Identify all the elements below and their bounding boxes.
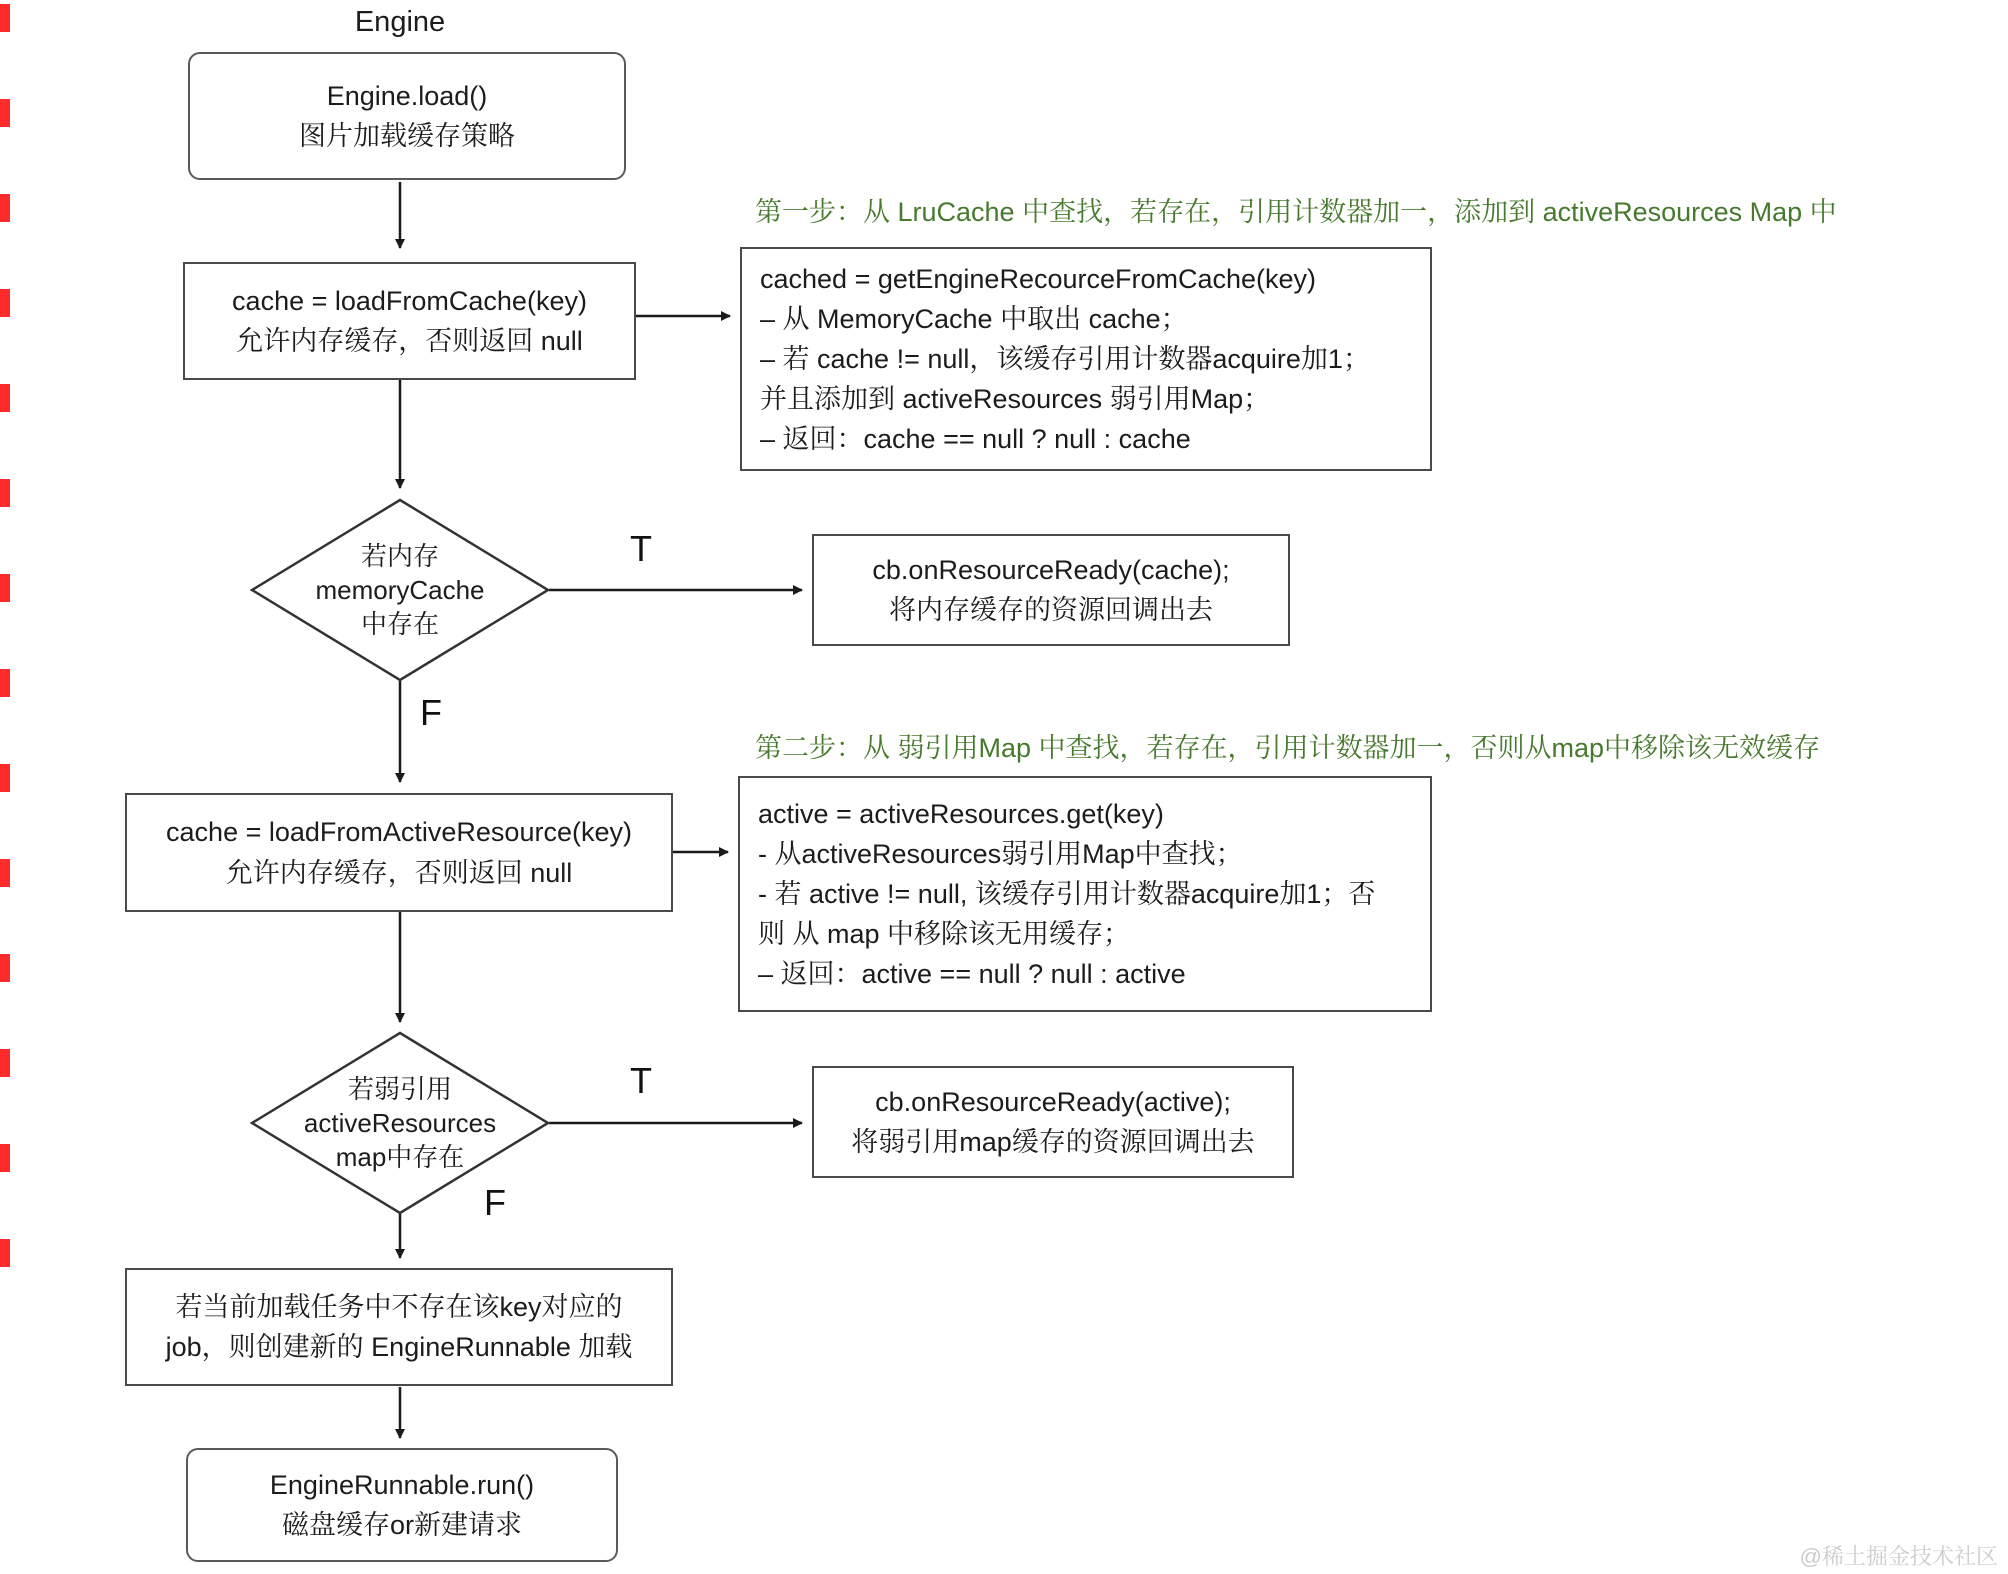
active-detail-line4: 则 从 map 中移除该无用缓存； <box>758 919 1131 949</box>
active-detail-line3: - 若 active != null, 该缓存引用计数器acquire加1；否 <box>758 879 1376 909</box>
memory-false-label: F <box>420 692 442 733</box>
left-edge-mark <box>0 1144 10 1172</box>
cache-detail-line5: – 返回：cache == null ? null : cache <box>760 424 1191 454</box>
left-edge-mark <box>0 99 10 127</box>
step1-note: 第一步：从 LruCache 中查找，若存在，引用计数器加一，添加到 activeResources Map 中 <box>755 197 1837 227</box>
memory-ready-line1: cb.onResourceReady(cache); <box>872 554 1230 585</box>
memory-ready-node <box>812 534 1290 646</box>
load-from-active-line2: 允许内存缓存，否则返回 null <box>225 857 573 888</box>
cache-detail-line1: cached = getEngineRecourceFromCache(key) <box>760 264 1317 294</box>
active-true-label: T <box>630 1060 652 1101</box>
start-node <box>188 52 626 180</box>
left-edge-mark <box>0 954 10 982</box>
memory-decision-line1: 若内存 <box>360 541 439 571</box>
left-edge-mark <box>0 764 10 792</box>
active-decision-line3: map中存在 <box>335 1142 465 1172</box>
engine-runnable-line1: EngineRunnable.run() <box>269 1469 535 1500</box>
active-decision-label <box>252 1072 548 1174</box>
memory-decision-line2: memoryCache <box>315 575 485 605</box>
active-detail-box <box>738 776 1432 1012</box>
new-job-line1: 若当前加载任务中不存在该key对应的 <box>175 1291 623 1322</box>
start-node-line2: 图片加载缓存策略 <box>299 121 515 151</box>
new-job-node <box>125 1268 673 1386</box>
new-job-line2: job，则创建新的 EngineRunnable 加载 <box>165 1332 633 1362</box>
active-ready-line1: cb.onResourceReady(active); <box>875 1086 1231 1117</box>
active-detail-line2: - 从activeResources弱引用Map中查找； <box>758 839 1243 869</box>
load-from-active-line1: cache = loadFromActiveResource(key) <box>166 817 632 847</box>
left-edge-mark <box>0 859 10 887</box>
left-edge-mark <box>0 1239 10 1267</box>
load-from-cache-line2: 允许内存缓存，否则返回 null <box>236 326 583 356</box>
active-ready-node <box>812 1066 1294 1178</box>
left-edge-mark <box>0 289 10 317</box>
diagram-title: Engine <box>354 6 446 38</box>
cache-detail-line3: – 若 cache != null，该缓存引用计数器acquire加1； <box>760 344 1370 374</box>
left-edge-mark <box>0 1049 10 1077</box>
left-edge-mark <box>0 384 10 412</box>
load-from-cache-node <box>183 262 636 380</box>
active-false-label: F <box>484 1182 506 1223</box>
active-ready-line2: 将弱引用map缓存的资源回调出去 <box>851 1127 1255 1157</box>
engine-runnable-line2: 磁盘缓存or新建请求 <box>281 1510 522 1540</box>
active-decision-line1: 若弱引用 <box>347 1074 452 1104</box>
active-detail-line1: active = activeResources.get(key) <box>758 799 1164 829</box>
active-decision-line2: activeResources <box>303 1108 497 1138</box>
left-edge-mark <box>0 669 10 697</box>
engine-runnable-node <box>186 1448 618 1562</box>
left-edge-mark <box>0 4 10 32</box>
cache-detail-line2: – 从 MemoryCache 中取出 cache； <box>760 304 1188 334</box>
step2-note: 第二步：从 弱引用Map 中查找，若存在，引用计数器加一，否则从map中移除该无效缓存 <box>755 733 1821 763</box>
left-edge-mark <box>0 574 10 602</box>
memory-decision-label <box>252 539 548 641</box>
memory-decision-line3: 中存在 <box>360 609 439 639</box>
load-from-active-node <box>125 793 673 912</box>
watermark: @稀土掘金技术社区 <box>1799 1544 1998 1569</box>
left-edge-mark <box>0 479 10 507</box>
memory-ready-line2: 将内存缓存的资源回调出去 <box>889 595 1213 625</box>
cache-detail-line4: 并且添加到 activeResources 弱引用Map； <box>760 384 1271 414</box>
load-from-cache-line1: cache = loadFromCache(key) <box>232 285 587 316</box>
cache-detail-box <box>740 247 1432 471</box>
start-node-line1: Engine.load() <box>326 80 488 111</box>
memory-true-label: T <box>630 528 652 569</box>
left-edge-mark <box>0 194 10 222</box>
active-detail-line5: – 返回：active == null ? null : active <box>758 959 1186 989</box>
